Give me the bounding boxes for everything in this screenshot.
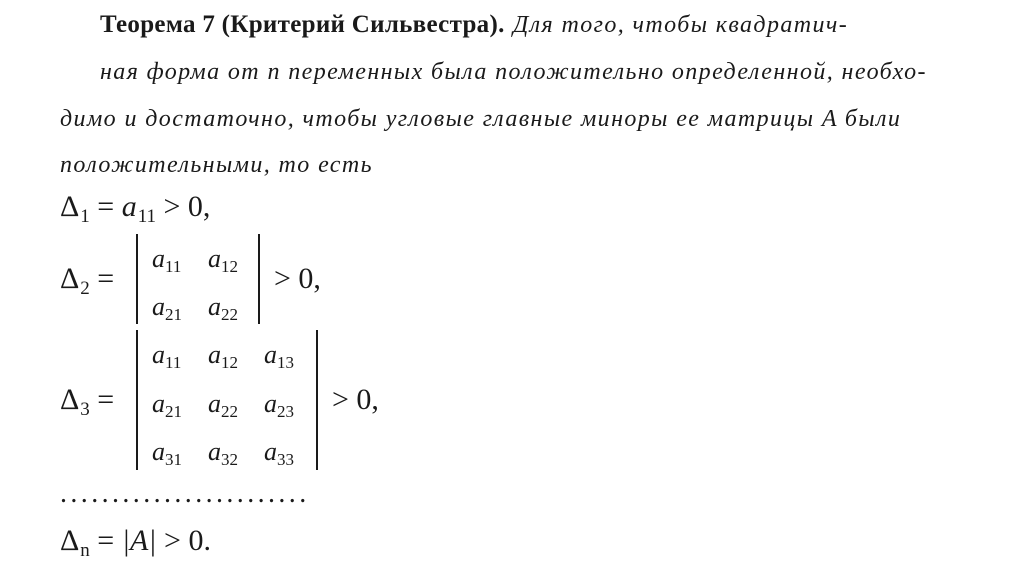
- matrix-cell: $a_{12}$: [208, 340, 238, 372]
- delta-index: 2: [80, 278, 90, 299]
- matrix-cell: $a_{22}$: [208, 389, 238, 421]
- formula-delta-3-tail: > 0,: [332, 383, 379, 416]
- ellipsis-row: ........................: [60, 478, 310, 509]
- theorem-line-1: [100, 10, 1000, 40]
- matrix-entry-var: a: [121, 190, 137, 223]
- matrix-cell: $a_{33}$: [264, 437, 294, 469]
- matrix-entry-index: 11: [137, 206, 157, 227]
- matrix-cell: $a_{11}$: [152, 340, 182, 372]
- matrix-cell: $a_{21}$: [152, 389, 182, 421]
- inequality: > 0.: [156, 524, 211, 557]
- theorem-text-1: Для того, чтобы квадратич-: [512, 12, 849, 38]
- delta-index: n: [80, 540, 90, 561]
- equals-sign: =: [89, 262, 115, 295]
- formula-delta-2-tail: > 0,: [274, 262, 321, 295]
- determinant-right-bar: [258, 234, 260, 324]
- determinant-right-bar: [316, 330, 318, 470]
- matrix-cell: $a_{21}$: [152, 292, 182, 324]
- matrix-determinant: |A|: [121, 524, 157, 557]
- matrix-cell: $a_{22}$: [208, 292, 238, 324]
- equals-sign: =: [89, 190, 122, 223]
- matrix-cell: $a_{32}$: [208, 437, 238, 469]
- matrix-cell: $a_{12}$: [208, 244, 238, 276]
- theorem-line-3: димо и достаточно, чтобы угловые главные миноры ее матрицы A были: [60, 106, 902, 132]
- formula-delta-n: [60, 524, 211, 562]
- formula-delta-2-label: [60, 262, 114, 300]
- delta-index: 3: [80, 399, 90, 420]
- matrix-cell: $a_{23}$: [264, 389, 294, 421]
- delta-symbol: Δ: [60, 262, 80, 295]
- delta-symbol: Δ: [60, 190, 80, 223]
- theorem-line-2: ная форма от n переменных была положительно определенной, необхо-: [100, 59, 927, 85]
- matrix-cell: $a_{13}$: [264, 340, 294, 372]
- theorem-heading: Теорема 7 (Критерий Сильвестра).: [100, 11, 505, 38]
- matrix-cell: $a_{31}$: [152, 437, 182, 469]
- delta-symbol: Δ: [60, 383, 80, 416]
- equals-sign: =: [89, 524, 122, 557]
- matrix-cell: $a_{11}$: [152, 244, 182, 276]
- delta-index: 1: [80, 206, 90, 227]
- theorem-line-4: положительными, то есть: [60, 152, 373, 178]
- determinant-left-bar: [136, 234, 138, 324]
- formula-delta-3-label: [60, 383, 114, 421]
- inequality: > 0,: [156, 190, 211, 223]
- equals-sign: =: [89, 383, 115, 416]
- formula-delta-1: [60, 190, 210, 228]
- delta-symbol: Δ: [60, 524, 80, 557]
- determinant-left-bar: [136, 330, 138, 470]
